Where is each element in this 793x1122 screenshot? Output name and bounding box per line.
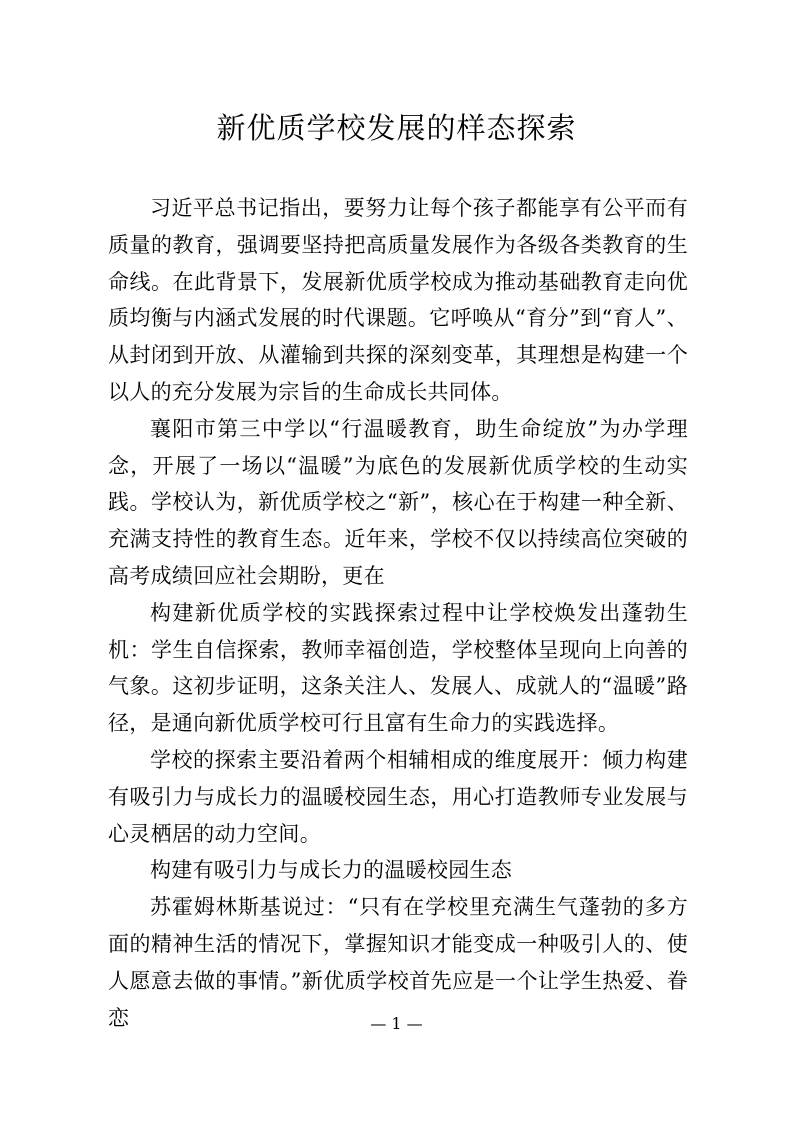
document-title: 新优质学校发展的样态探索 xyxy=(216,111,577,145)
page-number: — 1 — xyxy=(370,1014,423,1033)
paragraph-5: 苏霍姆林斯基说过：“只有在学校里充满生气蓬勃的多方面的精神生活的情况下，掌握知识才能变成一种吸引人的、使人愿意去做的事情。”新优质学校首先应是一个让学生热爱、眷恋 xyxy=(108,895,688,1030)
section-heading: 构建有吸引力与成长力的温暖校园生态 xyxy=(150,858,513,883)
paragraph-4: 学校的探索主要沿着两个相辅相成的维度展开：倾力构建有吸引力与成长力的温暖校园生态，用心打造教师专业发展与心灵栖居的动力空间。 xyxy=(108,747,688,846)
document-body xyxy=(108,190,688,1036)
paragraph-2: 襄阳市第三中学以“行温暖教育，助生命绽放”为办学理念，开展了一场以“温暖”为底色的发展新优质学校的生动实践。学校认为，新优质学校之“新”，核心在于构建一种全新、充满支持性的教育生态。近年来，学校不仅以持续高位突破的高考成绩回应社会期盼，更在 xyxy=(108,416,688,588)
paragraph-3: 构建新优质学校的实践探索过程中让学校焕发出蓬勃生机：学生自信探索，教师幸福创造，学校整体呈现向上向善的气象。这初步证明，这条关注人、发展人、成就人的“温暖”路径，是通向新优质学校可行且富有生命力的实践选择。 xyxy=(108,600,688,736)
paragraph-1: 习近平总书记指出，要努力让每个孩子都能享有公平而有质量的教育，强调要坚持把高质量发展作为各级各类教育的生命线。在此背景下，发展新优质学校成为推动基础教育走向优质均衡与内涵式发展的时代课题。它呼唤从“育分”到“育人”、从封闭到开放、从灌输到共探的深刻变革，其理想是构建一个以人的充分发展为宗旨的生命成长共同体。 xyxy=(108,196,688,404)
